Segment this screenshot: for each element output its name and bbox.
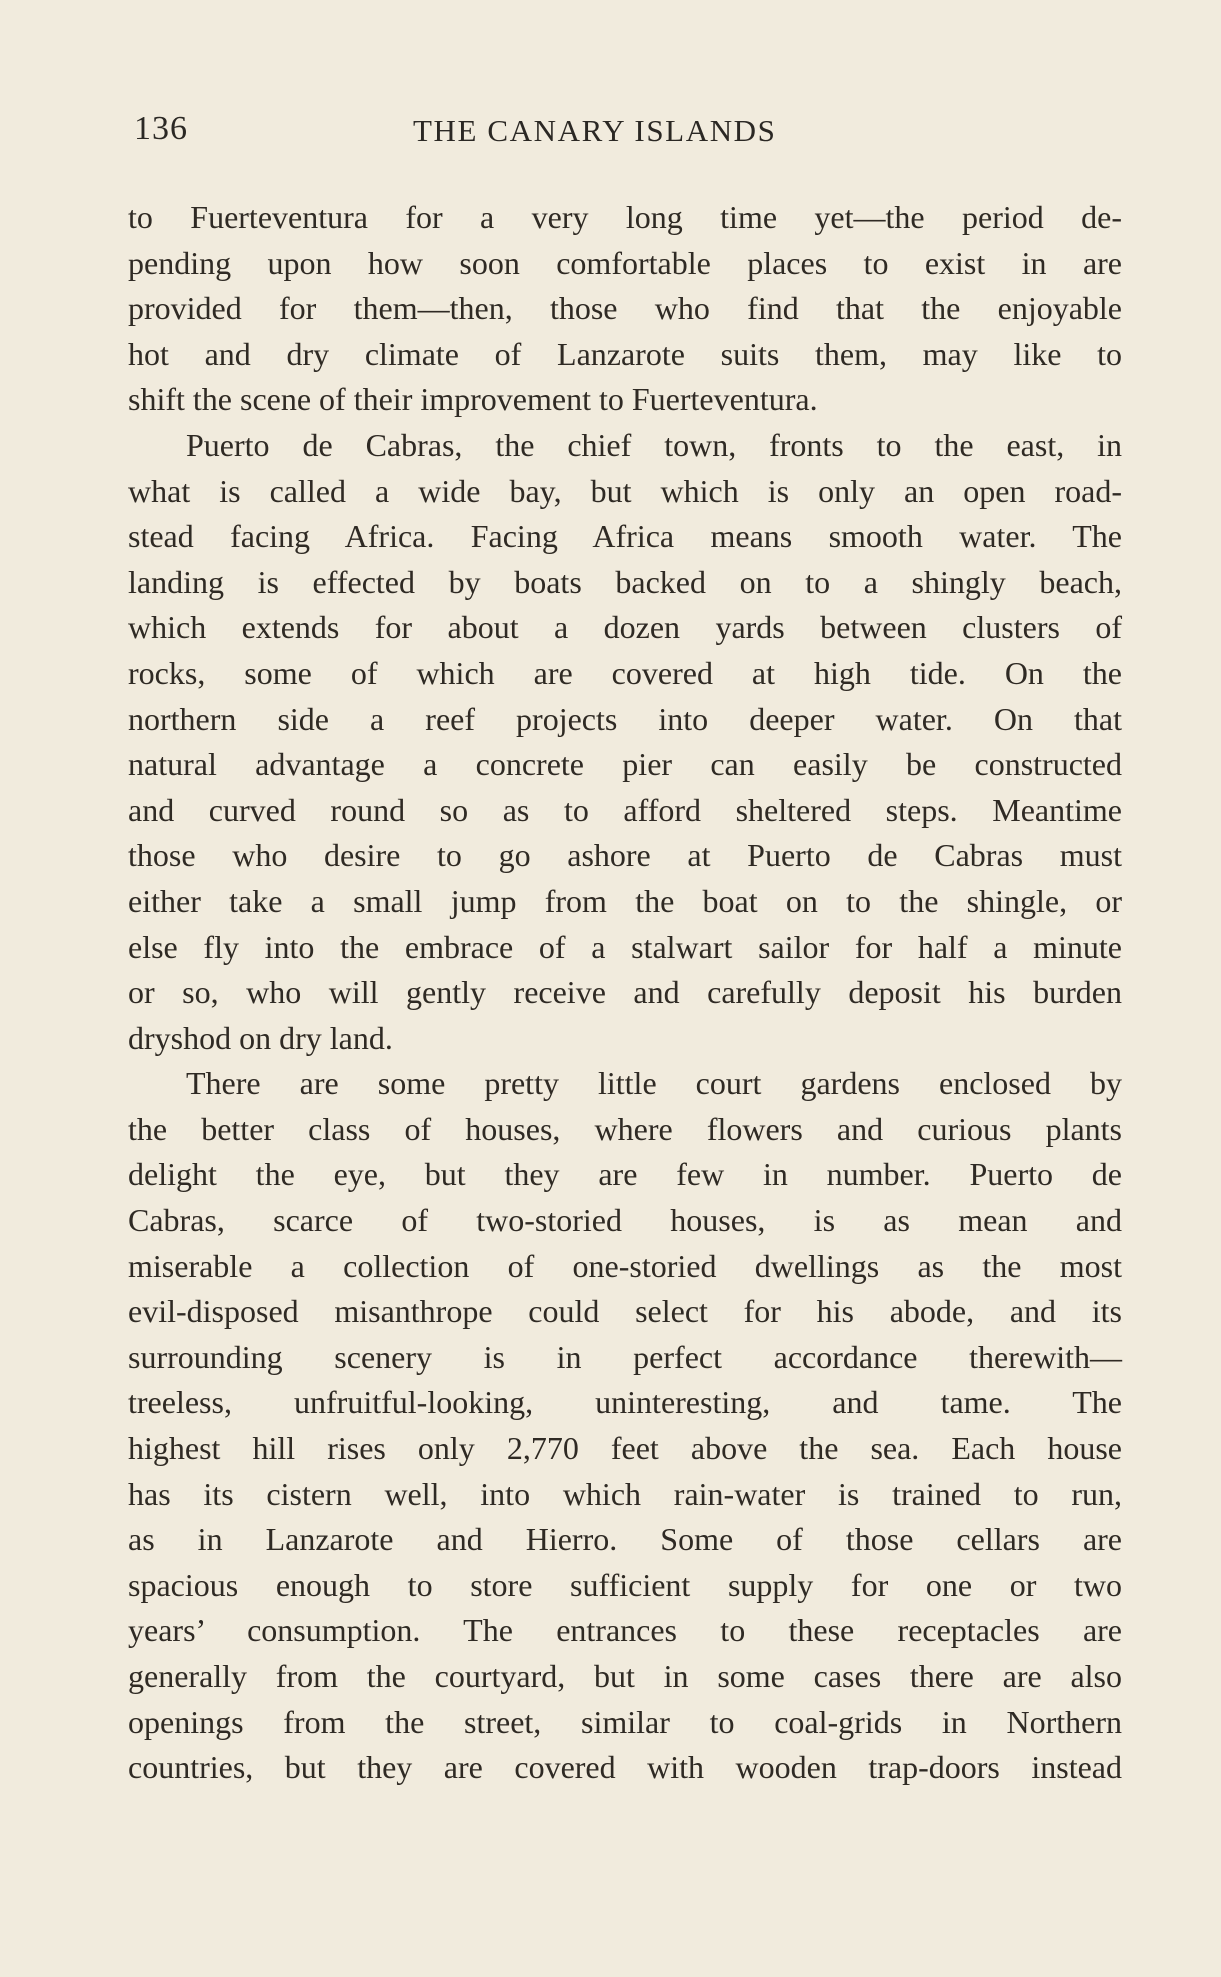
text-line: miserable a collection of one-storied dwellings as the most — [128, 1247, 1122, 1284]
text-line: which extends for about a dozen yards between clusters of — [128, 609, 1122, 646]
text-line: spacious enough to store sufficient supply for one or two — [128, 1566, 1122, 1603]
text-line: and curved round so as to afford sheltered steps. Meantime — [128, 791, 1122, 828]
text-line: years’ consumption. The entrances to these receptacles are — [128, 1612, 1122, 1649]
body-text — [128, 195, 1122, 1791]
text-line: pending upon how soon comfortable places to exist in are — [128, 244, 1122, 281]
text-line: dryshod on dry land. — [128, 1019, 393, 1056]
text-line: surrounding scenery is in perfect accordance therewith— — [128, 1338, 1122, 1375]
text-line: openings from the street, similar to coal-grids in Northern — [128, 1703, 1122, 1740]
text-line: countries, but they are covered with wooden trap-doors instead — [128, 1749, 1122, 1786]
paragraph-start-line: There are some pretty little court gardens enclosed by — [186, 1065, 1122, 1102]
page-header — [0, 110, 1221, 162]
text-line: has its cistern well, into which rain-water is trained to run, — [128, 1475, 1122, 1512]
text-line: either take a small jump from the boat on to the shingle, or — [128, 882, 1122, 919]
text-line: else fly into the embrace of a stalwart sailor for half a minute — [128, 928, 1122, 965]
text-line: rocks, some of which are covered at high tide. On the — [128, 654, 1122, 691]
text-line: evil-disposed misanthrope could select for his abode, and its — [128, 1293, 1122, 1330]
text-line: natural advantage a concrete pier can easily be constructed — [128, 746, 1122, 783]
text-line: or so, who will gently receive and carefully deposit his burden — [128, 974, 1122, 1011]
text-line: the better class of houses, where flowers and curious plants — [128, 1110, 1122, 1147]
text-line: hot and dry climate of Lanzarote suits them, may like to — [128, 335, 1122, 372]
text-line: landing is effected by boats backed on to a shingly beach, — [128, 563, 1122, 600]
text-line: treeless, unfruitful-looking, uninteresting, and tame. The — [128, 1384, 1122, 1421]
text-line: those who desire to go ashore at Puerto de Cabras must — [128, 837, 1122, 874]
text-line: to Fuerteventura for a very long time yet—the period de- — [128, 199, 1122, 235]
page-number: 136 — [134, 110, 188, 147]
text-line: shift the scene of their improvement to Fuerteventura. — [128, 381, 818, 418]
text-line: Cabras, scarce of two-storied houses, is as mean and — [128, 1202, 1122, 1239]
text-line: delight the eye, but they are few in number. Puerto de — [128, 1156, 1122, 1193]
text-line: stead facing Africa. Facing Africa means smooth water. The — [128, 518, 1122, 555]
paragraph-start-line: Puerto de Cabras, the chief town, fronts to the east, in — [186, 426, 1122, 463]
text-line: as in Lanzarote and Hierro. Some of those cellars are — [128, 1521, 1122, 1558]
text-line: generally from the courtyard, but in some cases there are also — [128, 1658, 1122, 1694]
text-line: provided for them—then, those who find that the enjoyable — [128, 290, 1122, 327]
text-line: northern side a reef projects into deeper water. On that — [128, 700, 1122, 737]
text-line: what is called a wide bay, but which is only an open road- — [128, 472, 1122, 509]
running-head: THE CANARY ISLANDS — [413, 113, 777, 148]
text-line: highest hill rises only 2,770 feet above the sea. Each house — [128, 1430, 1122, 1467]
